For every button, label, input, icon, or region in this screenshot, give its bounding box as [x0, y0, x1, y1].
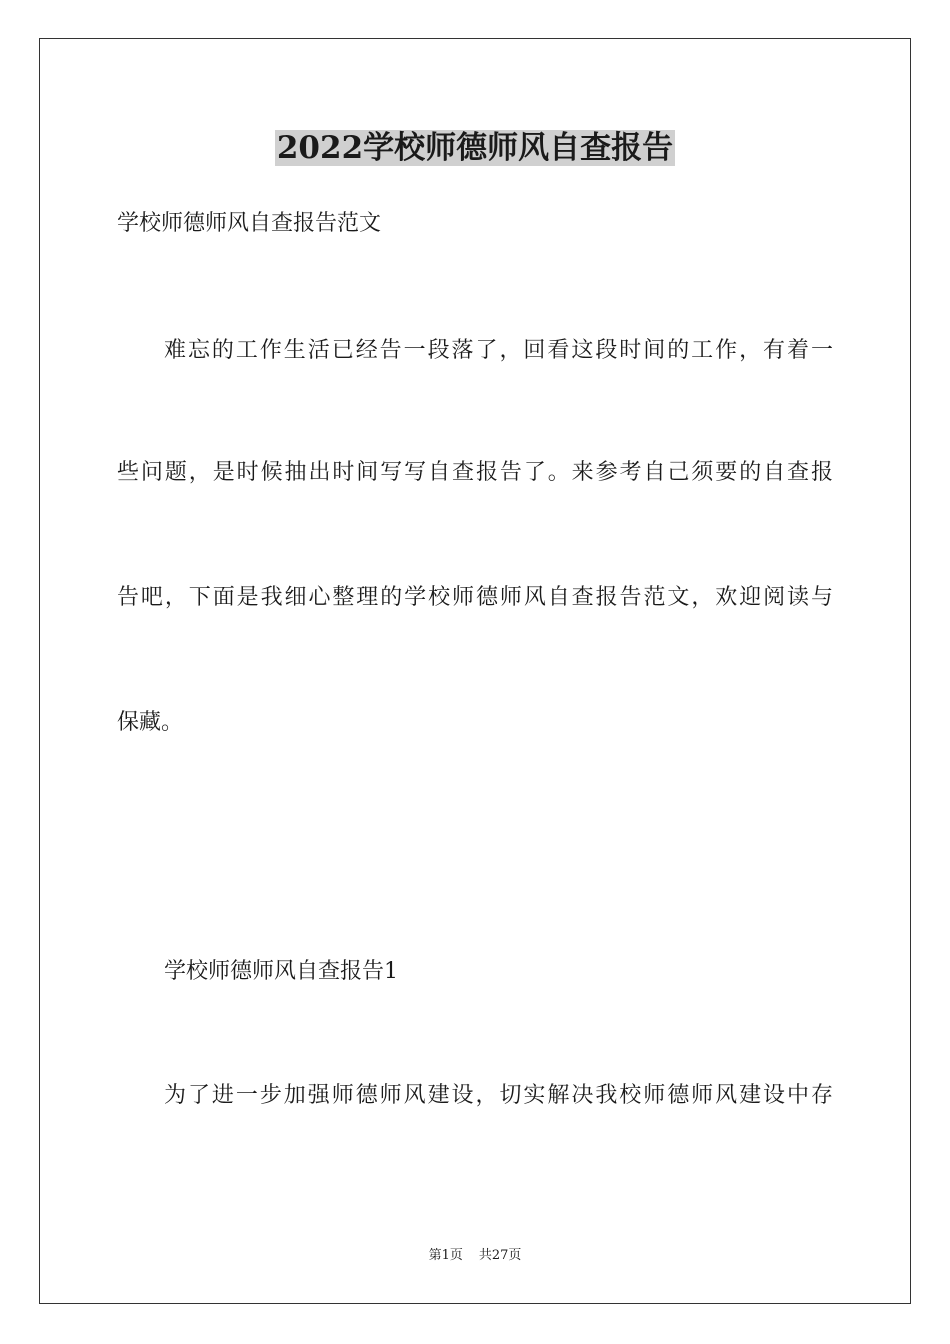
paragraph-line: 些问题，是时候抽出时间写写自查报告了。来参考自己须要的自查报 — [117, 460, 833, 485]
section-heading: 学校师德师风自查报告1 — [164, 959, 398, 984]
paragraph-line: 难忘的工作生活已经告一段落了，回看这段时间的工作，有着一 — [164, 338, 833, 363]
paragraph-line: 保藏。 — [117, 710, 184, 735]
page-footer — [0, 1246, 950, 1266]
page-number: 第1页 — [428, 1248, 463, 1263]
paragraph-line: 为了进一步加强师德师风建设，切实解决我校师德师风建设中存 — [164, 1083, 833, 1108]
document-subtitle: 学校师德师风自查报告范文 — [117, 211, 382, 236]
document-title — [0, 126, 950, 170]
page-total: 共27页 — [478, 1248, 522, 1263]
paragraph-line: 告吧，下面是我细心整理的学校师德师风自查报告范文，欢迎阅读与 — [117, 585, 833, 610]
document-title-text: 2022学校师德师风自查报告 — [276, 130, 674, 166]
